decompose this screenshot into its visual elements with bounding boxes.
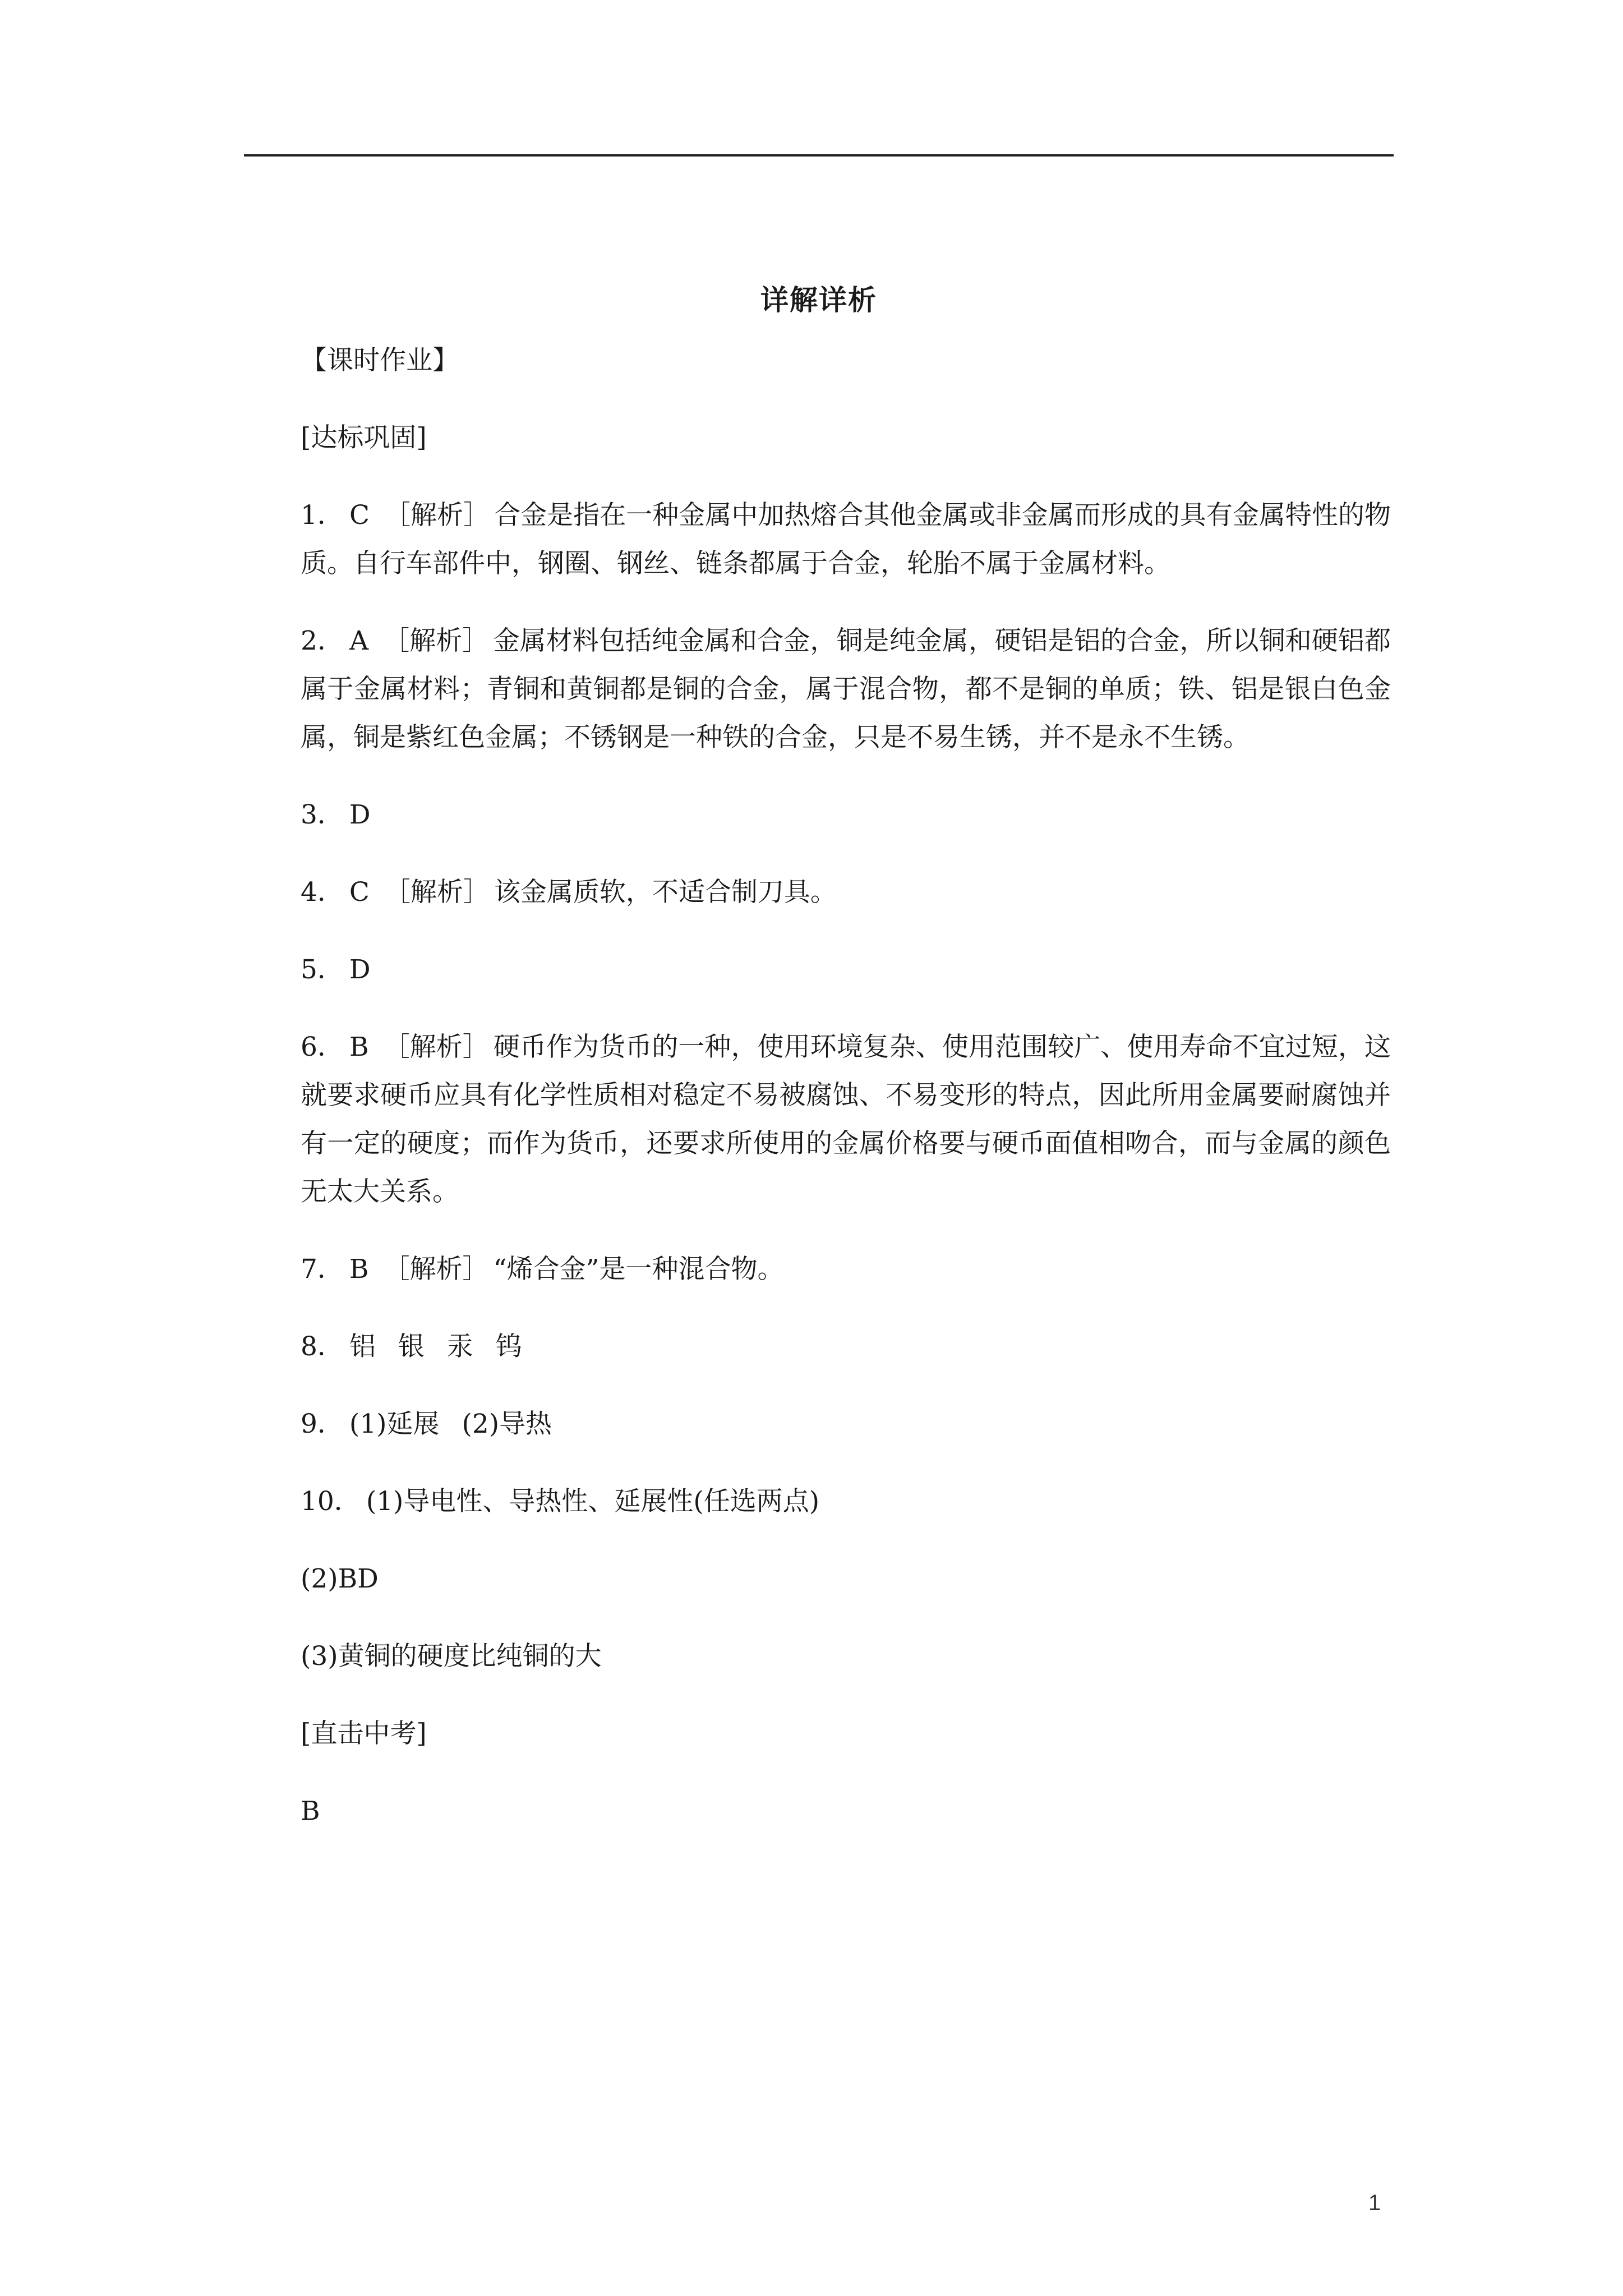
item-number: 1． xyxy=(301,500,344,531)
section-heading-homework: 【课时作业】 xyxy=(301,345,459,376)
answer-item-10-part-3: (3)黄铜的硬度比纯铜的大 xyxy=(301,1641,602,1672)
item-number: 6． xyxy=(301,1032,344,1062)
exam-answer: B xyxy=(301,1796,320,1826)
item-number: 7． xyxy=(301,1254,344,1285)
item-answer: 汞 xyxy=(446,1331,473,1362)
analysis-text: 硬币作为货币的一种，使用环境复杂、使用范围较广、使用寿命不宜过短，这就要求硬币应具有化学性质相对稳定不易被腐蚀、不易变形的特点，因此所用金属要耐腐蚀并有一定的硬度；而作为货币，还要求所使用的金属价格要与硬币面值相吻合，而与金属的颜色无太大关系。 xyxy=(301,1032,1391,1207)
answer-item-1 xyxy=(249,491,1391,588)
answer-item-3 xyxy=(249,791,1391,839)
item-number: 10． xyxy=(301,1486,361,1517)
item-answer-part: (1)导电性、导热性、延展性(任选两点) xyxy=(366,1486,820,1517)
item-answer-part: (1)延展 xyxy=(349,1409,440,1439)
analysis-text: 该金属质软，不适合制刀具。 xyxy=(494,877,837,908)
answer-item-2 xyxy=(249,617,1391,762)
item-number: 4． xyxy=(301,877,344,908)
item-answer: D xyxy=(349,954,371,985)
answer-item-6 xyxy=(249,1023,1391,1216)
item-answer: C xyxy=(349,877,370,908)
analysis-tag: ［解析］ xyxy=(383,1032,489,1062)
page-title: 详解详析 xyxy=(760,283,877,316)
analysis-tag: ［解析］ xyxy=(383,1254,489,1285)
answer-item-10-part-2: (2)BD xyxy=(301,1563,379,1594)
answer-item-7 xyxy=(249,1245,1391,1294)
analysis-text: 金属材料包括纯金属和合金，铜是纯金属，硬铝是铝的合金，所以铜和硬铝都属于金属材料；青铜和黄铜都是铜的合金，属于混合物，都不是铜的单质；铁、铝是银白色金属，铜是紫红色金属；不锈钢是一种铁的合金，只是不易生锈，并不是永不生锈。 xyxy=(301,625,1391,753)
answer-item-9 xyxy=(249,1400,1391,1448)
header-rule xyxy=(244,154,1394,157)
answer-item-4 xyxy=(249,868,1391,917)
item-answer: 钨 xyxy=(495,1331,522,1362)
item-answer: 银 xyxy=(398,1331,425,1362)
item-number: 9． xyxy=(301,1409,344,1439)
item-answer: B xyxy=(349,1254,369,1285)
page-number: 1 xyxy=(1368,2191,1381,2215)
item-answer: C xyxy=(349,500,370,531)
item-number: 3． xyxy=(301,799,344,830)
answer-item-5 xyxy=(249,946,1391,994)
item-number: 2． xyxy=(301,625,344,656)
analysis-tag: ［解析］ xyxy=(383,625,489,656)
analysis-text: “烯合金”是一种混合物。 xyxy=(493,1254,784,1285)
section-heading-practice: [达标巩固] xyxy=(301,422,427,453)
analysis-tag: ［解析］ xyxy=(384,500,490,531)
item-answer-part: (2)导热 xyxy=(462,1409,552,1439)
item-answer: B xyxy=(349,1032,369,1062)
item-number: 8． xyxy=(301,1331,344,1362)
analysis-text: 合金是指在一种金属中加热熔合其他金属或非金属而形成的具有金属特性的物质。自行车部件中，钢圈、钢丝、链条都属于合金，轮胎不属于金属材料。 xyxy=(301,500,1391,579)
answer-item-8 xyxy=(249,1323,1391,1371)
item-number: 5． xyxy=(301,954,344,985)
item-answer: D xyxy=(349,799,371,830)
item-answer: 铝 xyxy=(349,1331,376,1362)
answer-content xyxy=(249,337,1391,1865)
analysis-tag: ［解析］ xyxy=(384,877,490,908)
section-heading-exam: [直击中考] xyxy=(301,1718,427,1749)
item-answer: A xyxy=(349,625,369,656)
answer-item-10 xyxy=(249,1478,1391,1526)
